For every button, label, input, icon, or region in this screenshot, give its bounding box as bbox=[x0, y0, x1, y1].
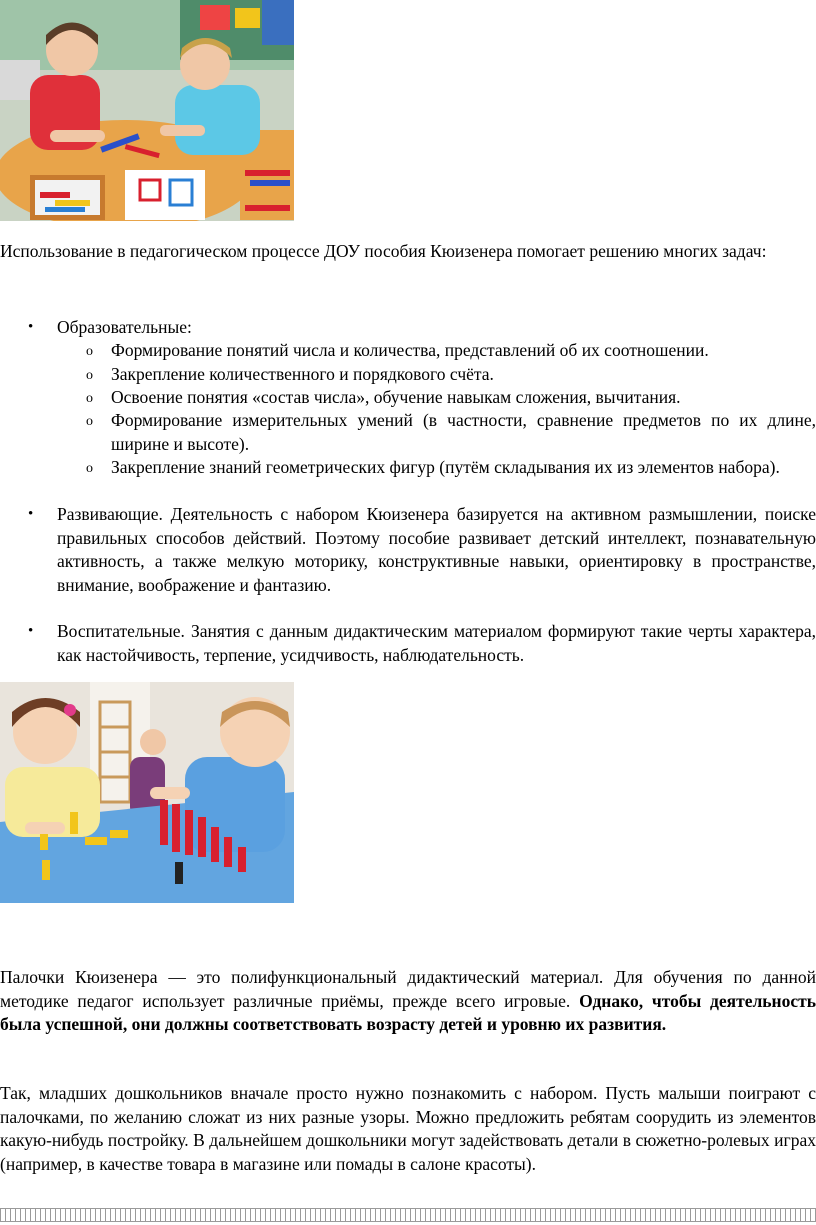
bullet-marker: • bbox=[28, 506, 34, 522]
paragraph-younger-preschoolers: Так, младших дошкольников вначале просто нужно познакомить с набором. Пусть малыши поиграют с палочками, по желанию сложат из них разные узоры. Можно предложить ребятам соорудить из элементов какую-нибудь постройку. В дальнейшем дошкольники могут задействовать детали в сюжетно-ролевых играх (например, в качестве товара в магазине или помады в салоне красоты). bbox=[0, 1083, 816, 1174]
bullet-educational-label: Образовательные: bbox=[57, 317, 192, 337]
photo-toddlers-with-rods bbox=[0, 682, 294, 903]
bullet-upbringing-text: Воспитательные. Занятия с данным дидактическим материалом формируют такие черты характера, как настойчивость, терпение, усидчивость, наблюдательность. bbox=[57, 621, 816, 665]
decorative-footer-border bbox=[0, 1205, 816, 1225]
sub-bullet-marker: o bbox=[86, 414, 93, 429]
bullet-marker: • bbox=[28, 623, 34, 639]
paragraph-cuisenaire-intro: Палочки Кюизенера — это полифункциональный дидактический материал. Для обучения по данной методике педагог использует различные приёмы, прежде всего игровые. Однако, чтобы деятельность была успешной, они должны соответствовать возрасту детей и уровню их развития. bbox=[0, 967, 816, 1034]
sub-bullet-marker: o bbox=[86, 461, 93, 476]
bullet-developing-text: Развивающие. Деятельность с набором Кюизенера базируется на активном размышлении, поиске правильных способов действий. Поэтому пособие развивает детский интеллект, познавательную активность, а также мелкую моторику, конструктивные навыки, ориентировку в пространстве, внимание, воображение и фантазию. bbox=[57, 504, 816, 595]
photo-boys-with-rods bbox=[0, 0, 294, 221]
bold-emphasis: Однако, чтобы деятельность была успешной, они должны соответствовать возрасту детей и уровню их развития. bbox=[0, 990, 816, 1034]
intro-paragraph: Использование в педагогическом процессе ДОУ пособия Кюизенера помогает решению многих задач: bbox=[0, 241, 767, 261]
sub-bullet-marker: o bbox=[86, 391, 93, 406]
bullet-marker: • bbox=[28, 319, 34, 335]
sub-bullet-marker: o bbox=[86, 368, 93, 383]
sub-bullet-marker: o bbox=[86, 344, 93, 359]
